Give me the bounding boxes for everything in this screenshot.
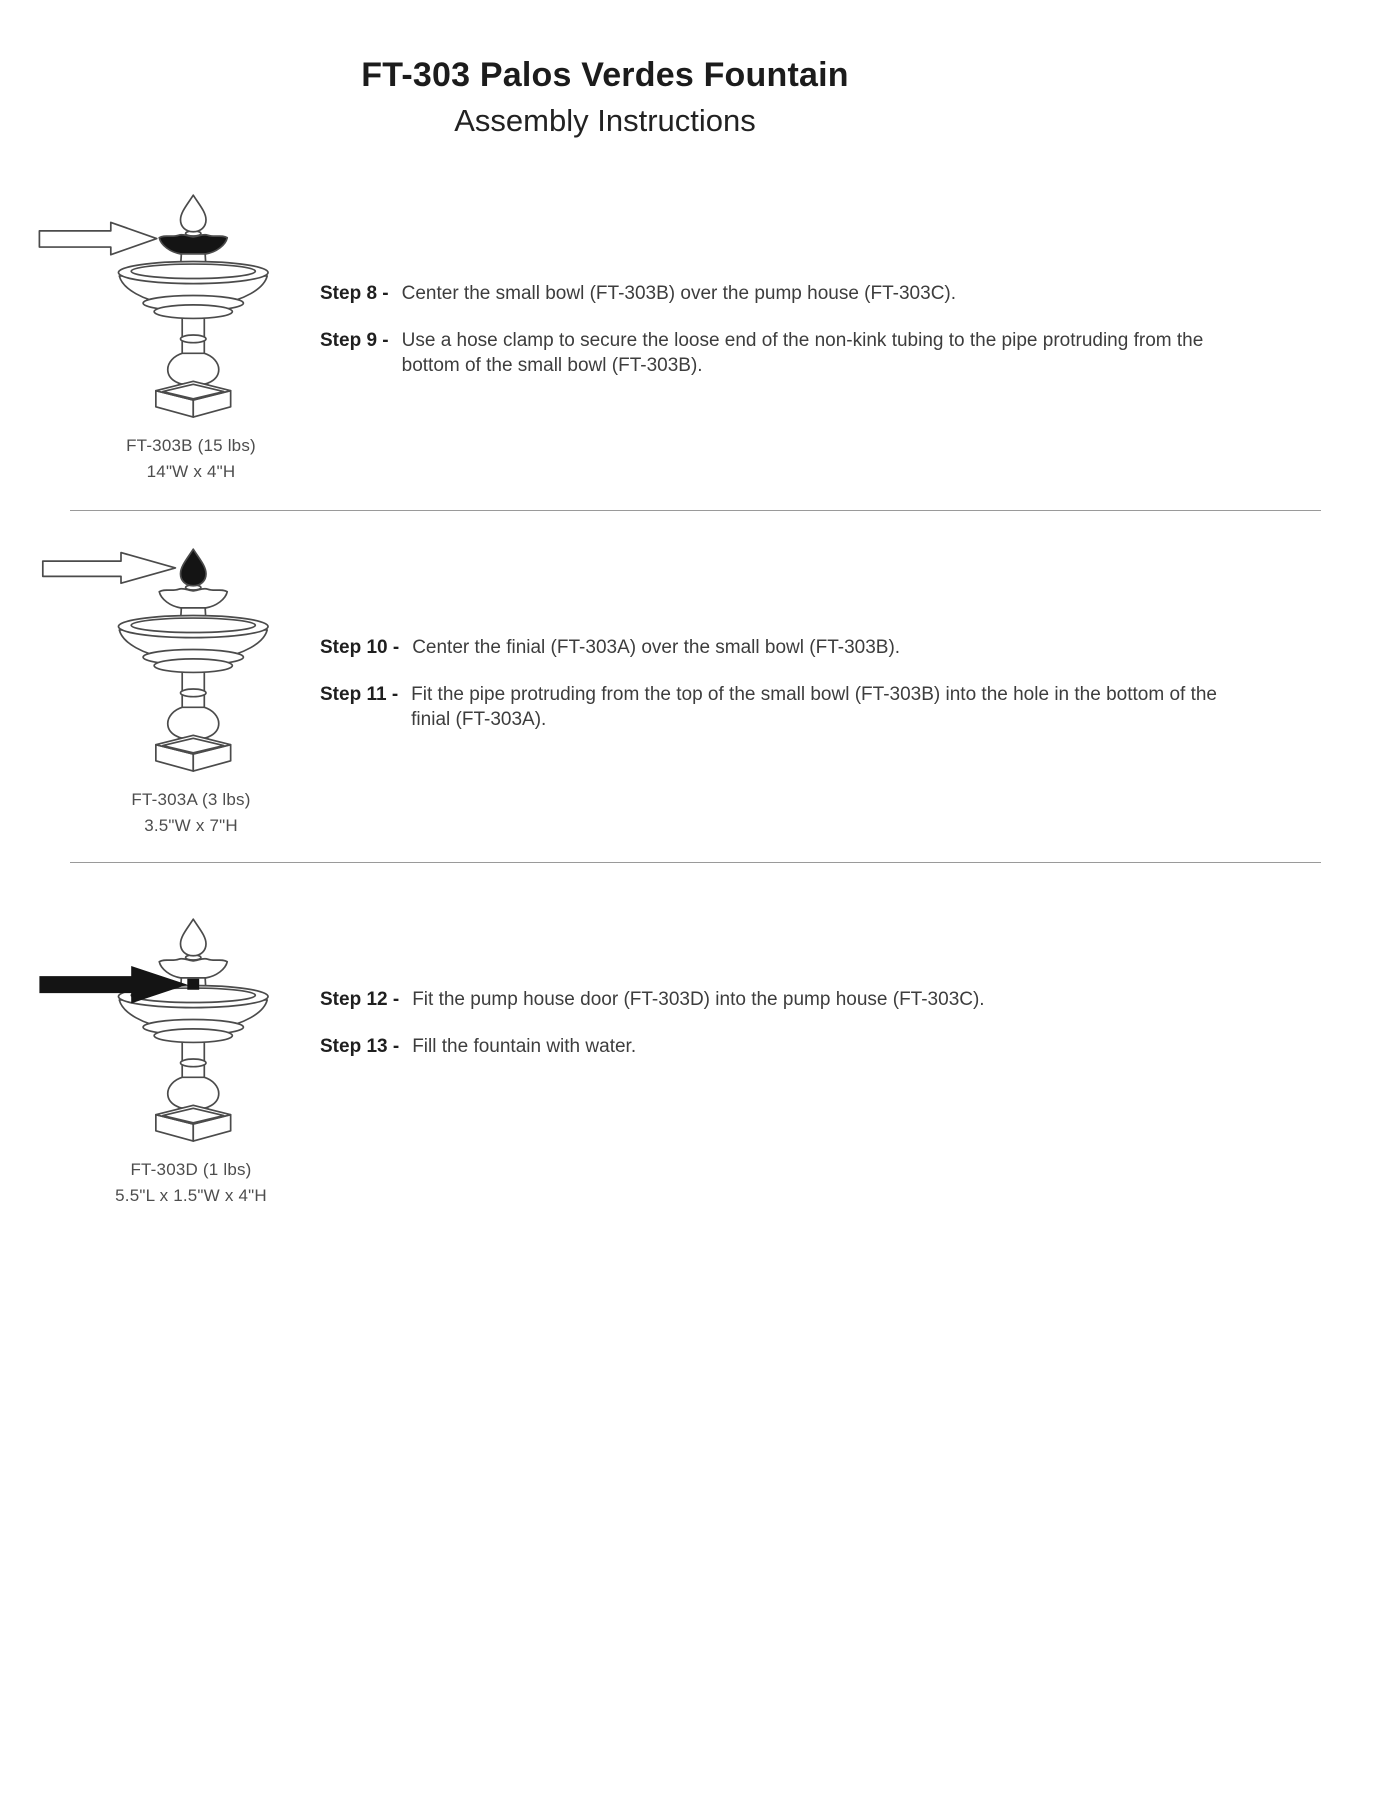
figure-small-bowl xyxy=(36,185,312,484)
part-dimensions: 5.5"L x 1.5"W x 4"H xyxy=(115,1185,267,1205)
step-label: Step 12 - xyxy=(320,989,400,1010)
page-title: FT-303 Palos Verdes Fountain xyxy=(361,56,849,94)
assembly-section-2 xyxy=(0,539,1391,838)
assembly-section-3 xyxy=(0,909,1391,1208)
step-label: Step 9 - xyxy=(320,329,389,351)
steps-group-1 xyxy=(312,185,1321,400)
step-text: Center the finial (FT-303A) over the small bowl (FT-303B). xyxy=(412,637,901,658)
part-caption-pump-house-door xyxy=(36,1157,346,1208)
section-divider xyxy=(70,510,1321,511)
bowl-ridge-2 xyxy=(154,659,232,673)
step-label: Step 11 - xyxy=(320,683,399,705)
bowl-ridge-2 xyxy=(154,1029,232,1043)
step-row xyxy=(320,281,1321,307)
column-ring xyxy=(181,335,207,343)
assembly-section-1 xyxy=(0,185,1391,484)
part-caption-finial xyxy=(36,787,346,838)
fountain-illustration-finial xyxy=(36,539,291,777)
section-divider xyxy=(70,862,1321,863)
part-id: FT-303D (1 lbs) xyxy=(130,1160,252,1179)
step-text: Use a hose clamp to secure the loose end of the non-kink tubing to the pipe protruding from the bottom of the small bowl (FT-303B). xyxy=(401,329,1204,377)
small-bowl xyxy=(159,959,227,978)
small-bowl xyxy=(159,235,227,254)
step-row xyxy=(320,1034,1321,1060)
figure-pump-house-door xyxy=(36,909,312,1208)
part-id: FT-303B (15 lbs) xyxy=(126,436,256,455)
finial xyxy=(181,549,207,586)
fountain-illustration-small-bowl xyxy=(36,185,291,423)
part-id: FT-303A (3 lbs) xyxy=(131,790,251,809)
outline-right-arrow-icon xyxy=(39,222,156,254)
column-ring xyxy=(181,1059,207,1067)
step-label: Step 10 - xyxy=(320,637,400,658)
document-header xyxy=(55,0,1155,139)
page-subtitle: Assembly Instructions xyxy=(454,103,756,138)
outline-right-arrow-icon xyxy=(43,553,176,584)
steps-group-3 xyxy=(312,909,1321,1080)
finial xyxy=(181,919,207,956)
step-row xyxy=(320,328,1321,379)
part-caption-small-bowl xyxy=(36,433,346,484)
figure-finial xyxy=(36,539,312,838)
step-row xyxy=(320,987,1321,1013)
step-text: Fit the pump house door (FT-303D) into the pump house (FT-303C). xyxy=(412,989,985,1010)
step-row xyxy=(320,635,1321,661)
pump-house-door xyxy=(187,979,199,990)
step-label: Step 8 - xyxy=(320,283,389,304)
step-text: Center the small bowl (FT-303B) over the pump house (FT-303C). xyxy=(401,283,957,304)
part-dimensions: 14"W x 4"H xyxy=(146,461,236,481)
step-text: Fit the pipe protruding from the top of the small bowl (FT-303B) into the hole in the bottom of the finial (FT-303A). xyxy=(411,683,1217,731)
bowl-ridge-2 xyxy=(154,305,232,319)
step-label: Step 13 - xyxy=(320,1035,400,1057)
column-ring xyxy=(181,689,207,697)
finial xyxy=(181,195,207,232)
part-dimensions: 3.5"W x 7"H xyxy=(144,815,238,835)
step-row xyxy=(320,682,1321,733)
step-text: Fill the fountain with water. xyxy=(412,1035,637,1057)
small-bowl xyxy=(159,589,227,608)
steps-group-2 xyxy=(312,539,1321,754)
fountain-illustration-pump-house-door xyxy=(36,909,291,1147)
